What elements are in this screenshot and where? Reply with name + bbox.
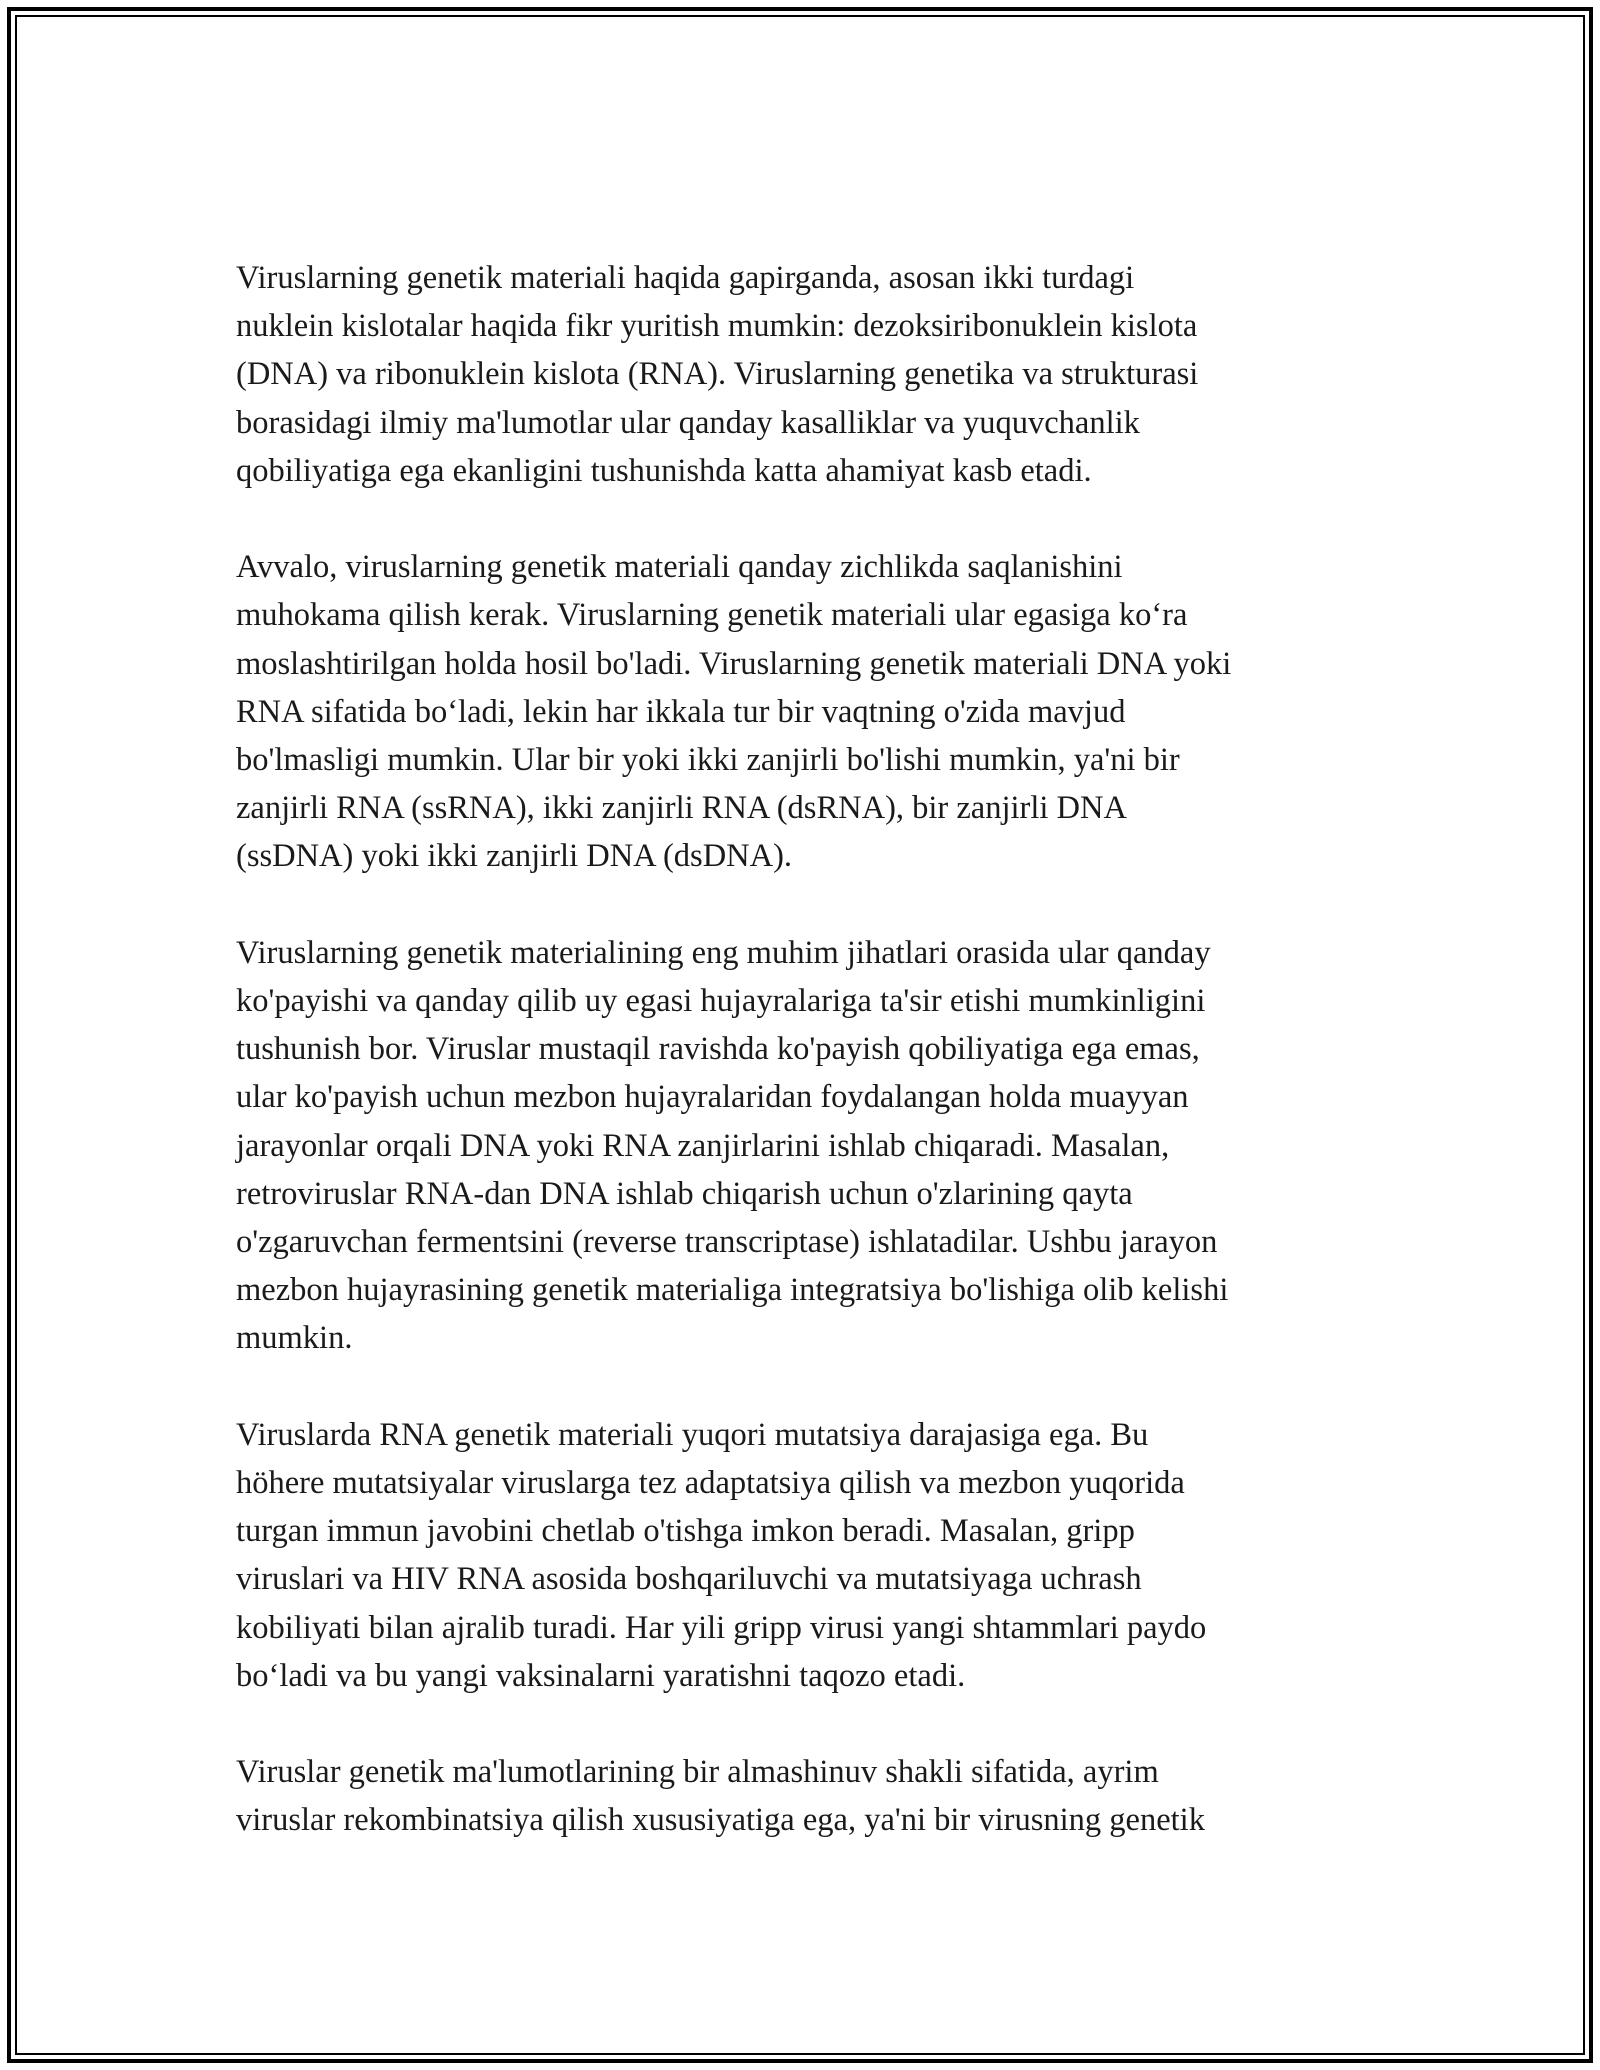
text-line: zanjirli RNA (ssRNA), ikki zanjirli RNA (dsRNA), bir zanjirli DNA (236, 790, 1127, 827)
text-line: o'zgaruvchan fermentsini (reverse transcriptase) ishlatadilar. Ushbu jarayon (236, 1224, 1218, 1261)
text-line: qobiliyatiga ega ekanligini tushunishda katta ahamiyat kasb etadi. (236, 452, 1092, 489)
text-line: retroviruslar RNA-dan DNA ishlab chiqarish uchun o'zlarining qayta (236, 1175, 1133, 1212)
text-line: ko'payishi va qanday qilib uy egasi hujayralariga ta'sir etishi mumkinligini (236, 983, 1206, 1020)
text-line: nuklein kislotalar haqida fikr yuritish mumkin: dezoksiribonuklein kislota (236, 308, 1198, 345)
text-line: RNA sifatida bo‘ladi, lekin har ikkala tur bir vaqtning o'zida mavjud (236, 693, 1126, 730)
text-line: Viruslarda RNA genetik materiali yuqori mutatsiya darajasiga ega. Bu (236, 1416, 1149, 1453)
text-line: mezbon hujayrasining genetik materialiga integratsiya bo'lishiga olib kelishi (236, 1272, 1229, 1309)
text-line: viruslari va HIV RNA asosida boshqariluvchi va mutatsiyaga uchrash (236, 1561, 1142, 1598)
text-line: tushunish bor. Viruslar mustaqil ravishda ko'payish qobiliyatiga ega emas, (236, 1031, 1200, 1068)
text-line: turgan immun javobini chetlab o'tishga imkon beradi. Masalan, gripp (236, 1513, 1135, 1550)
paragraph-5 (236, 1748, 1376, 1844)
text-line: Viruslarning genetik materialining eng muhim jihatlari orasida ular qanday (236, 934, 1211, 971)
document-body (236, 254, 1376, 1893)
text-line: bo'lmasligi mumkin. Ular bir yoki ikki zanjirli bo'lishi mumkin, ya'ni bir (236, 742, 1180, 779)
text-line: mumkin. (236, 1320, 353, 1357)
text-line: ular ko'payish uchun mezbon hujayralaridan foydalangan holda muayyan (236, 1079, 1189, 1116)
text-line: höhere mutatsiyalar viruslarga tez adaptatsiya qilish va mezbon yuqorida (236, 1465, 1185, 1502)
text-line: Viruslarning genetik materiali haqida gapirganda, asosan ikki turdagi (236, 260, 1135, 296)
text-line: (ssDNA) yoki ikki zanjirli DNA (dsDNA). (236, 838, 793, 875)
text-line: Avvalo, viruslarning genetik materiali qanday zichlikda saqlanishini (236, 549, 1123, 586)
text-line: muhokama qilish kerak. Viruslarning genetik materiali ular egasiga ko‘ra (236, 597, 1188, 634)
text-line: bo‘ladi va bu yangi vaksinalarni yaratishni taqozo etadi. (236, 1657, 966, 1694)
text-line: moslashtirilgan holda hosil bo'ladi. Viruslarning genetik materiali DNA yoki (236, 645, 1232, 682)
text-line: (DNA) va ribonuklein kislota (RNA). Viruslarning genetika va strukturasi (236, 356, 1199, 393)
text-line: jarayonlar orqali DNA yoki RNA zanjirlarini ishlab chiqaradi. Masalan, (236, 1127, 1170, 1164)
text-line: Viruslar genetik ma'lumotlarining bir almashinuv shakli sifatida, ayrim (236, 1754, 1159, 1791)
paragraph-4 (236, 1411, 1376, 1700)
text-line: kobiliyati bilan ajralib turadi. Har yili gripp virusi yangi shtammlari paydo (236, 1609, 1207, 1646)
text-line: borasidagi ilmiy ma'lumotlar ular qanday kasalliklar va yuquvchanlik (236, 404, 1140, 441)
text-line: viruslar rekombinatsiya qilish xususiyatiga ega, ya'ni bir virusning genetik (236, 1802, 1205, 1839)
paragraph-3 (236, 929, 1376, 1363)
paragraph-2 (236, 543, 1376, 880)
paragraph-1 (236, 254, 1376, 495)
